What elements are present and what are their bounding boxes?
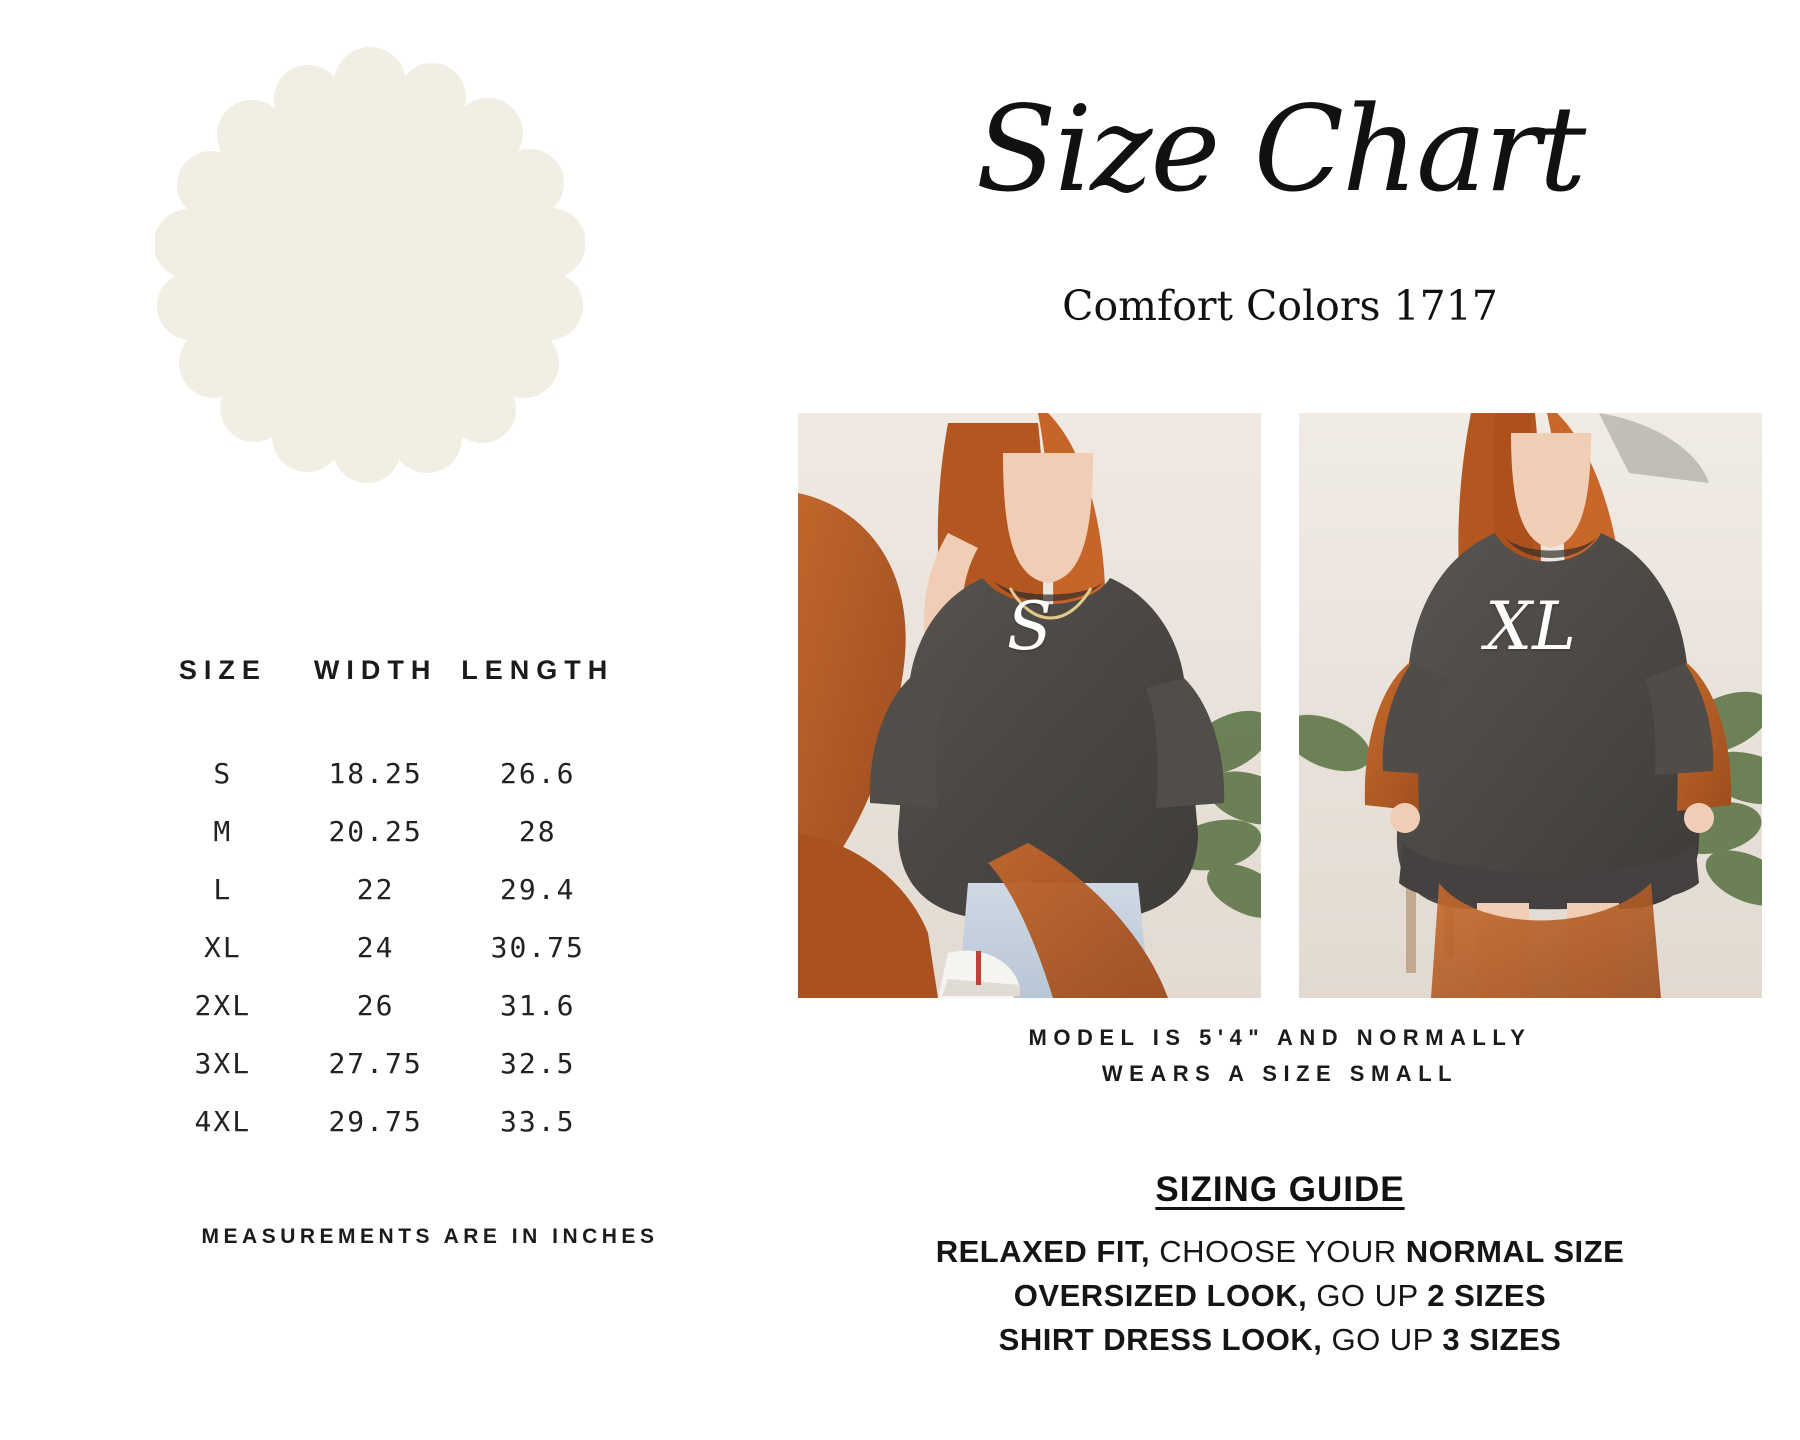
- cell-length: 28: [518, 814, 557, 848]
- right-column: [760, 0, 1800, 1440]
- table-row: [150, 918, 620, 976]
- cell-size: 4XL: [194, 1104, 252, 1138]
- size-measurements-table: [150, 655, 620, 1150]
- cell-length: 32.5: [500, 1046, 576, 1080]
- photo-size-xl: [1299, 413, 1762, 998]
- column-header-size: SIZE: [178, 655, 267, 685]
- photo-size-label-xl: XL: [1485, 588, 1576, 665]
- cell-width: 18.25: [328, 756, 423, 790]
- sizing-guide-line-1-normal: CHOOSE YOUR: [1150, 1234, 1406, 1269]
- column-header-length: LENGTH: [461, 655, 615, 685]
- model-note-line-2: WEARS A SIZE SMALL: [1101, 1061, 1459, 1087]
- table-row: [150, 1092, 620, 1150]
- table-row: [150, 860, 620, 918]
- cell-length: 30.75: [490, 930, 585, 964]
- measurements-note: MEASUREMENTS ARE IN INCHES: [201, 1225, 659, 1248]
- cell-size: 3XL: [194, 1046, 252, 1080]
- cell-size: S: [213, 756, 233, 790]
- cell-width: 24: [356, 930, 395, 964]
- cell-length: 29.4: [500, 872, 576, 906]
- cell-length: 26.6: [500, 756, 576, 790]
- photo-size-label-small: S: [1006, 588, 1053, 665]
- cell-size: L: [213, 872, 233, 906]
- table-row: [150, 802, 620, 860]
- model-note-line-1: MODEL IS 5'4" AND NORMALLY: [1028, 1025, 1532, 1050]
- sizing-guide: [760, 1170, 1800, 1362]
- cell-width: 27.75: [328, 1046, 423, 1080]
- sizing-guide-title: SIZING GUIDE: [1155, 1170, 1405, 1209]
- model-photos: [760, 413, 1800, 998]
- column-header-width: WIDTH: [313, 655, 438, 685]
- cell-width: 26: [356, 988, 395, 1022]
- table-row: [150, 744, 620, 802]
- table-header-row: [150, 655, 620, 744]
- sizing-guide-line-2-strong-a: OVERSIZED LOOK,: [1013, 1278, 1308, 1314]
- photo-size-small: [798, 413, 1261, 998]
- cell-width: 20.25: [328, 814, 423, 848]
- sizing-guide-line-3-normal: GO UP: [1322, 1322, 1443, 1358]
- cell-width: 22: [356, 872, 395, 906]
- cell-width: 29.75: [328, 1104, 423, 1138]
- sizing-guide-line-2-normal: GO UP: [1307, 1278, 1428, 1314]
- cell-length: 33.5: [500, 1104, 576, 1138]
- model-note: [760, 1020, 1800, 1093]
- table-row: [150, 976, 620, 1034]
- decorative-scalloped-blob: [155, 45, 585, 490]
- sizing-guide-line-3-strong-a: SHIRT DRESS LOOK,: [998, 1322, 1323, 1358]
- table-row: [150, 1034, 620, 1092]
- sizing-guide-line-1: [760, 1230, 1800, 1274]
- left-column: [0, 0, 760, 1440]
- sizing-guide-line-3: [760, 1318, 1800, 1362]
- cell-size: XL: [203, 930, 242, 964]
- cell-size: M: [213, 814, 233, 848]
- sizing-guide-line-2: [760, 1274, 1800, 1318]
- cell-length: 31.6: [500, 988, 576, 1022]
- sizing-guide-line-2-strong-b: 2 SIZES: [1427, 1278, 1547, 1314]
- page-subtitle: Comfort Colors 1717: [1062, 282, 1498, 330]
- sizing-guide-line-1-strong-b: NORMAL SIZE: [1405, 1234, 1625, 1269]
- sizing-guide-line-3-strong-b: 3 SIZES: [1442, 1322, 1562, 1358]
- sizing-guide-line-1-strong-a: RELAXED FIT,: [935, 1234, 1151, 1269]
- cell-size: 2XL: [194, 988, 252, 1022]
- page-title: Size Chart: [975, 80, 1585, 218]
